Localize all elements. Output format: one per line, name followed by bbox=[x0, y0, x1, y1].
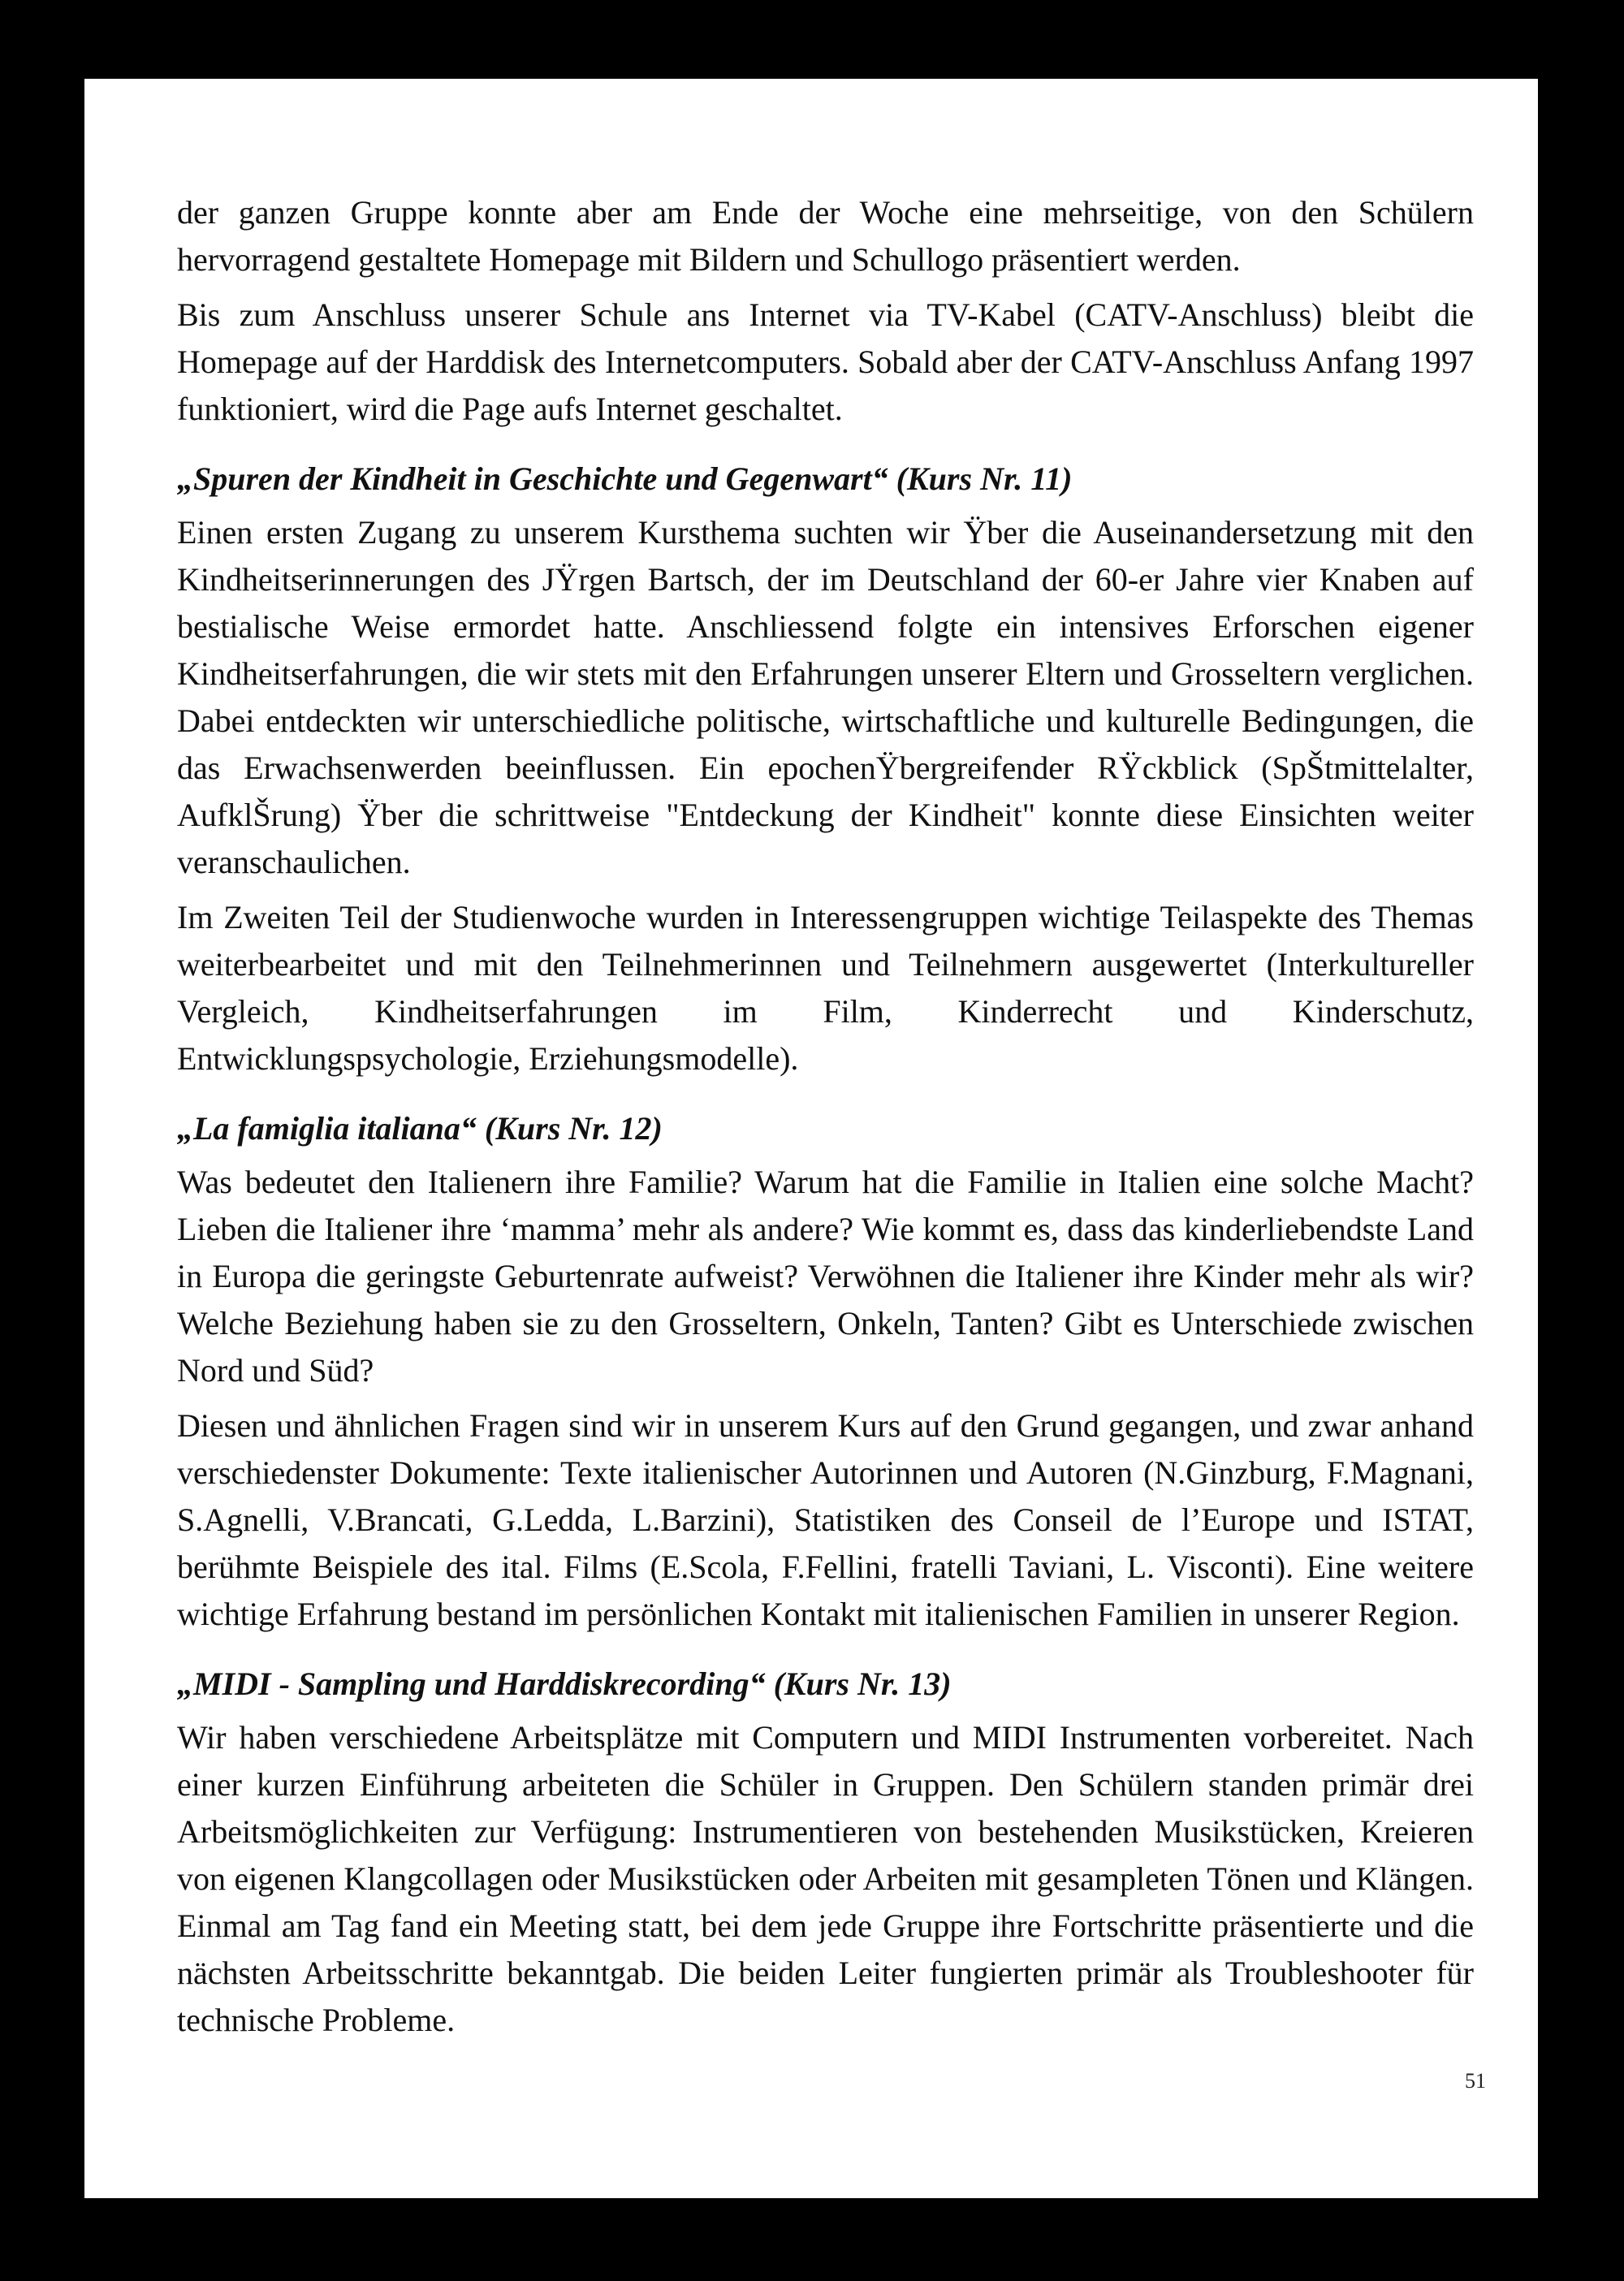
section-title: „MIDI - Sampling und Harddiskrecording“ (Kurs Nr. 13) bbox=[177, 1665, 952, 1702]
section-kurs-13 bbox=[177, 1661, 1474, 2044]
section-paragraph: Wir haben verschiedene Arbeitsplätze mit Computern und MIDI Instrumenten vorbereitet. Nach einer kurzen Einführung arbeiteten die Schüler in Gruppen. Den Schülern standen primär drei Arbeitsmöglichkeiten zur Verfügung: Instrumentieren von bestehenden Musikstücken, Kreieren von eigenen Klangcollagen oder Musikstücken oder Arbeiten mit gesampleten Tönen und Klängen. Einmal am Tag fand ein Meeting statt, bei dem jede Gruppe ihre Fortschritte präsentierte und die nächsten Arbeitsschritte bekanntgab. Die beiden Leiter fungierten primär als Troubleshooter für technische Probleme. bbox=[177, 1719, 1474, 2038]
section-title: „La famiglia italiana“ (Kurs Nr. 12) bbox=[177, 1110, 663, 1147]
section-kurs-12 bbox=[177, 1105, 1474, 1638]
page-content bbox=[177, 189, 1474, 2052]
section-paragraph: Diesen und ähnlichen Fragen sind wir in unserem Kurs auf den Grund gegangen, und zwar anhand verschiedenster Dokumente: Texte italienischer Autorinnen und Autoren (N.Ginzburg, F.Magnani, S.Agnelli, V.Brancati, G.Ledda, L.Barzini), Statistiken des Conseil de l’Europe und ISTAT, berühmte Beispiele des ital. Films (E.Scola, F.Fellini, fratelli Taviani, L. Visconti). Eine weitere wichtige Erfahrung bestand im persönlichen Kontakt mit italienischen Familien in unserer Region. bbox=[177, 1407, 1474, 1632]
document-page bbox=[84, 79, 1538, 2198]
intro-paragraph-1: der ganzen Gruppe konnte aber am Ende der Woche eine mehrseitige, von den Schülern hervorragend gestaltete Homepage mit Bildern und Schullogo präsentiert werden. bbox=[177, 194, 1474, 278]
section-title: „Spuren der Kindheit in Geschichte und Gegenwart“ (Kurs Nr. 11) bbox=[177, 460, 1073, 497]
page-number: 51 bbox=[1465, 2069, 1486, 2093]
section-paragraph: Im Zweiten Teil der Studienwoche wurden in Interessengruppen wichtige Teilaspekte des Themas weiterbearbeitet und mit den Teilnehmerinnen und Teilnehmern ausgewertet (Interkultureller Vergleich, Kindheitserfahrungen im Film, Kinderrecht und Kinderschutz, Entwicklungspsychologie, Erziehungsmodelle). bbox=[177, 899, 1474, 1077]
section-kurs-11 bbox=[177, 456, 1474, 1082]
intro-paragraph-2: Bis zum Anschluss unserer Schule ans Internet via TV-Kabel (CATV-Anschluss) bleibt die Homepage auf der Harddisk des Internetcomputers. Sobald aber der CATV-Anschluss Anfang 1997 funktioniert, wird die Page aufs Internet geschaltet. bbox=[177, 296, 1474, 427]
section-paragraph: Was bedeutet den Italienern ihre Familie? Warum hat die Familie in Italien eine solche Macht? Lieben die Italiener ihre ‘mamma’ mehr als andere? Wie kommt es, dass das kinderliebendste Land in Europa die geringste Geburtenrate aufweist? Verwöhnen die Italiener ihre Kinder mehr als wir? Welche Beziehung haben sie zu den Grosseltern, Onkeln, Tanten? Gibt es Unterschiede zwischen Nord und Süd? bbox=[177, 1164, 1474, 1389]
section-paragraph: Einen ersten Zugang zu unserem Kursthema suchten wir Ÿber die Auseinandersetzung mit den Kindheitserinnerungen des JŸrgen Bartsch, der im Deutschland der 60-er Jahre vier Knaben auf bestialische Weise ermordet hatte. Anschliessend folgte ein intensives Erforschen eigener Kindheitserfahrungen, die wir stets mit den Erfahrungen unserer Eltern und Grosseltern verglichen. Dabei entdeckten wir unterschiedliche politische, wirtschaftliche und kulturelle Bedingungen, die das Erwachsenwerden beeinflussen. Ein epochenŸbergreifender RŸckblick (SpŠtmittelalter, AufklŠrung) Ÿber die schrittweise "Entdeckung der Kindheit" konnte diese Einsichten weiter veranschaulichen. bbox=[177, 514, 1474, 880]
